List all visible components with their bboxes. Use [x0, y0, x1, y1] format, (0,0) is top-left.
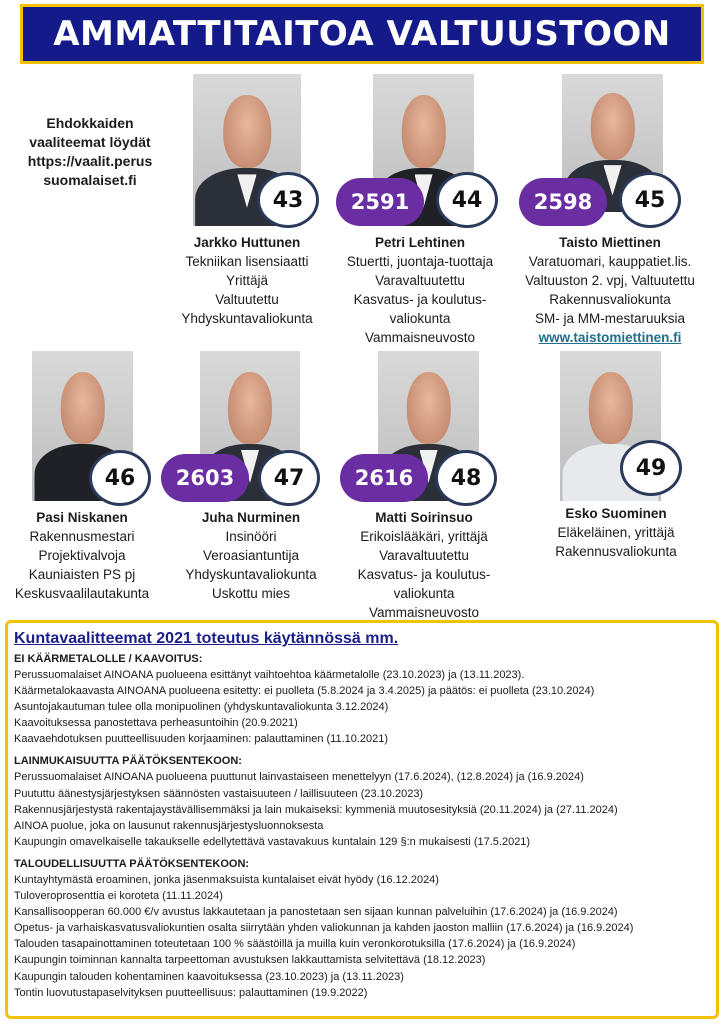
candidate-line: Insinööri	[225, 529, 277, 544]
photo-head	[590, 93, 634, 159]
themes-box	[5, 620, 719, 1019]
candidate-line: valiokunta	[393, 586, 455, 601]
intro-text	[6, 114, 174, 190]
candidate-line: Varavaltuutettu	[375, 273, 465, 288]
list-item: Perussuomalaiset AINOANA puolueena puuttunut lainvastaiseen menettelyyn (17.6.2024), (12.8.2024) ja (16.9.2024)	[14, 771, 584, 784]
candidate-name: Juha Nurminen	[201, 510, 301, 525]
candidate-line: Uskottu mies	[211, 586, 291, 601]
candidate-line: Tekniikan lisensiaatti	[185, 254, 309, 269]
themes-section	[14, 753, 710, 849]
candidate-info-46	[6, 508, 158, 603]
candidate-name: Taisto Miettinen	[559, 235, 661, 250]
list-item: Kansallisoopperan 60.000 €/v avustus lakkautetaan ja panostetaan sen sijaan kunnan palveluihin (17.6.2024) ja (16.9.2024)	[14, 906, 618, 919]
photo-head	[401, 95, 445, 168]
candidate-number-49: 49	[620, 440, 682, 496]
candidate-line: Vammaisneuvosto	[364, 330, 476, 345]
candidate-line: Yrittäjä	[225, 273, 269, 288]
list-item: Kaavaehdotuksen puutteellisuuden korjaaminen: palauttaminen (11.10.2021)	[14, 733, 389, 746]
list-item: Talouden tasapainottaminen toteutetaan 100 % säästöillä ja muilla kuin veronkorotuksilla (17.6.2024) ja (16.9.2024)	[14, 938, 576, 951]
intro-line: https://vaalit.perus	[27, 153, 153, 169]
candidate-name: Petri Lehtinen	[374, 235, 465, 250]
candidate-line: Varatuomari, kauppatiet.lis.	[528, 254, 692, 269]
list-item: Tontin luovutustapaselvityksen puutteellisuus: palauttaminen (19.9.2022)	[14, 986, 368, 999]
list-item: Asuntojakautuman tulee olla monipuolinen (yhdyskuntavaliokunta 3.12.2024)	[14, 701, 389, 714]
section-heading: LAINMUKAISUUTTA PÄÄTÖKSENTEKOON:	[14, 755, 242, 768]
candidate-line: Kasvatus- ja koulutus-	[353, 292, 487, 307]
list-item: Rakennusjärjestystä rakentajaystävällisemmäksi ja lain mukaiseksi: kymmeniä muutosesityksiä (20.11.2024) ja (27.11.2024)	[14, 803, 618, 816]
candidate-info-49	[528, 504, 704, 561]
candidate-line: Yhdyskuntavaliokunta	[185, 567, 317, 582]
candidate-name: Matti Soirinsuo	[375, 510, 473, 525]
candidate-line: Rakennusmestari	[29, 529, 135, 544]
candidate-line: Yhdyskuntavaliokunta	[181, 311, 313, 326]
candidate-line: Projektivalvoja	[38, 548, 126, 563]
list-item: Käärmetalokaavasta AINOANA puolueena esitetty: ei puolleta (5.8.2024 ja 3.4.2025) ja päätös: ei puolleta (23.10.2024)	[14, 685, 595, 698]
candidate-line: SM- ja MM-mestaruuksia	[534, 311, 686, 326]
photo-head	[588, 372, 632, 444]
candidate-number-46: 46	[89, 450, 151, 506]
candidate-pill-44: 2591	[336, 178, 424, 226]
list-item: Kaupungin talouden kohentaminen kaavoituksessa (23.10.2023) ja (13.11.2023)	[14, 970, 404, 983]
candidate-line: Veroasiantuntija	[202, 548, 300, 563]
candidate-name: Jarkko Huttunen	[193, 235, 301, 250]
intro-line: suomalaiset.fi	[43, 172, 137, 188]
candidate-line: Erikoislääkäri, yrittäjä	[360, 529, 488, 544]
candidate-info-47	[172, 508, 330, 603]
list-item: Kaupungin omavelkaiselle takaukselle edellytettävä vastavakuus kuntalain 129 §:n mukaisesti (17.5.2021)	[14, 835, 531, 848]
themes-title: Kuntavaalitteemat 2021 toteutus käytännössä mm.	[14, 630, 399, 647]
list-item: Kuntayhtymästä eroaminen, jonka jäsenmaksuista kuntalaiset eivät hyödy (16.12.2024)	[14, 873, 439, 886]
list-item: Kaupungin toiminnan kannalta tarpeettoman avustuksen lakkauttamista selvitettävä (18.12.2023)	[14, 954, 486, 967]
candidate-info-48	[336, 508, 512, 622]
candidate-website-link[interactable]: www.taistomiettinen.fi	[538, 330, 682, 345]
candidate-number-47: 47	[258, 450, 320, 506]
header-banner	[20, 4, 704, 64]
candidate-info-43	[172, 233, 322, 328]
candidate-line: Rakennusvaliokunta	[555, 544, 677, 559]
candidate-line: Eläkeläinen, yrittäjä	[557, 525, 675, 540]
page-title: AMMATTITAITOA VALTUUSTOON	[53, 14, 671, 54]
candidate-line: Rakennusvaliokunta	[549, 292, 671, 307]
section-heading: EI KÄÄRMETALOLLE / KAAVOITUS:	[14, 653, 203, 665]
candidate-info-44	[340, 233, 500, 347]
photo-head	[223, 95, 271, 168]
themes-section	[14, 651, 710, 747]
candidate-line: Stuertti, juontaja-tuottaja	[346, 254, 494, 269]
themes-section	[14, 856, 710, 1001]
candidate-pill-48: 2616	[340, 454, 428, 502]
section-heading: TALOUDELLISUUTTA PÄÄTÖKSENTEKOON:	[14, 857, 250, 870]
candidate-name: Pasi Niskanen	[36, 510, 128, 525]
candidate-number-44: 44	[436, 172, 498, 228]
candidate-line: Vammaisneuvosto	[368, 605, 480, 620]
list-item: AINOA puolue, joka on lausunut rakennusjärjestysluonnoksesta	[14, 819, 324, 832]
list-item: Opetus- ja varhaiskasvatusvaliokuntien osalta siirrytään yhden valiokunnan ja kahden jaoston malliin (17.6.2024) ja (16.9.2024)	[14, 922, 634, 935]
candidate-pill-47: 2603	[161, 454, 249, 502]
candidate-line: Valtuutettu	[215, 292, 279, 307]
photo-head	[60, 372, 104, 444]
candidate-line: Kasvatus- ja koulutus-	[357, 567, 491, 582]
candidate-pill-45: 2598	[519, 178, 607, 226]
candidate-line: valiokunta	[389, 311, 451, 326]
candidate-line: Valtuuston 2. vpj, Valtuutettu	[525, 273, 695, 288]
candidate-line: Kauniaisten PS pj	[28, 567, 136, 582]
intro-line: Ehdokkaiden	[46, 115, 134, 131]
candidate-name: Esko Suominen	[565, 506, 667, 521]
list-item: Tuloveroprosenttia ei koroteta (11.11.2024)	[14, 890, 223, 903]
candidate-number-45: 45	[619, 172, 681, 228]
list-item: Perussuomalaiset AINOANA puolueena esittänyt vaihtoehtoa käärmetalolle (23.10.2023) ja (13.11.2023).	[14, 669, 525, 681]
photo-head	[406, 372, 450, 444]
candidate-line: Varavaltuutettu	[379, 548, 469, 563]
intro-line: vaaliteemat löydät	[29, 134, 151, 150]
list-item: Kaavoituksessa panostettava perheasuntoihin (20.9.2021)	[14, 717, 298, 730]
candidate-info-45	[504, 233, 716, 347]
photo-head	[228, 372, 272, 444]
candidate-number-43: 43	[257, 172, 319, 228]
list-item: Puututtu äänestysjärjestyksen säännösten vastaisuuteen / laillisuuteen (23.10.2023)	[14, 787, 424, 800]
candidate-line: Keskusvaalilautakunta	[14, 586, 150, 601]
candidate-number-48: 48	[435, 450, 497, 506]
